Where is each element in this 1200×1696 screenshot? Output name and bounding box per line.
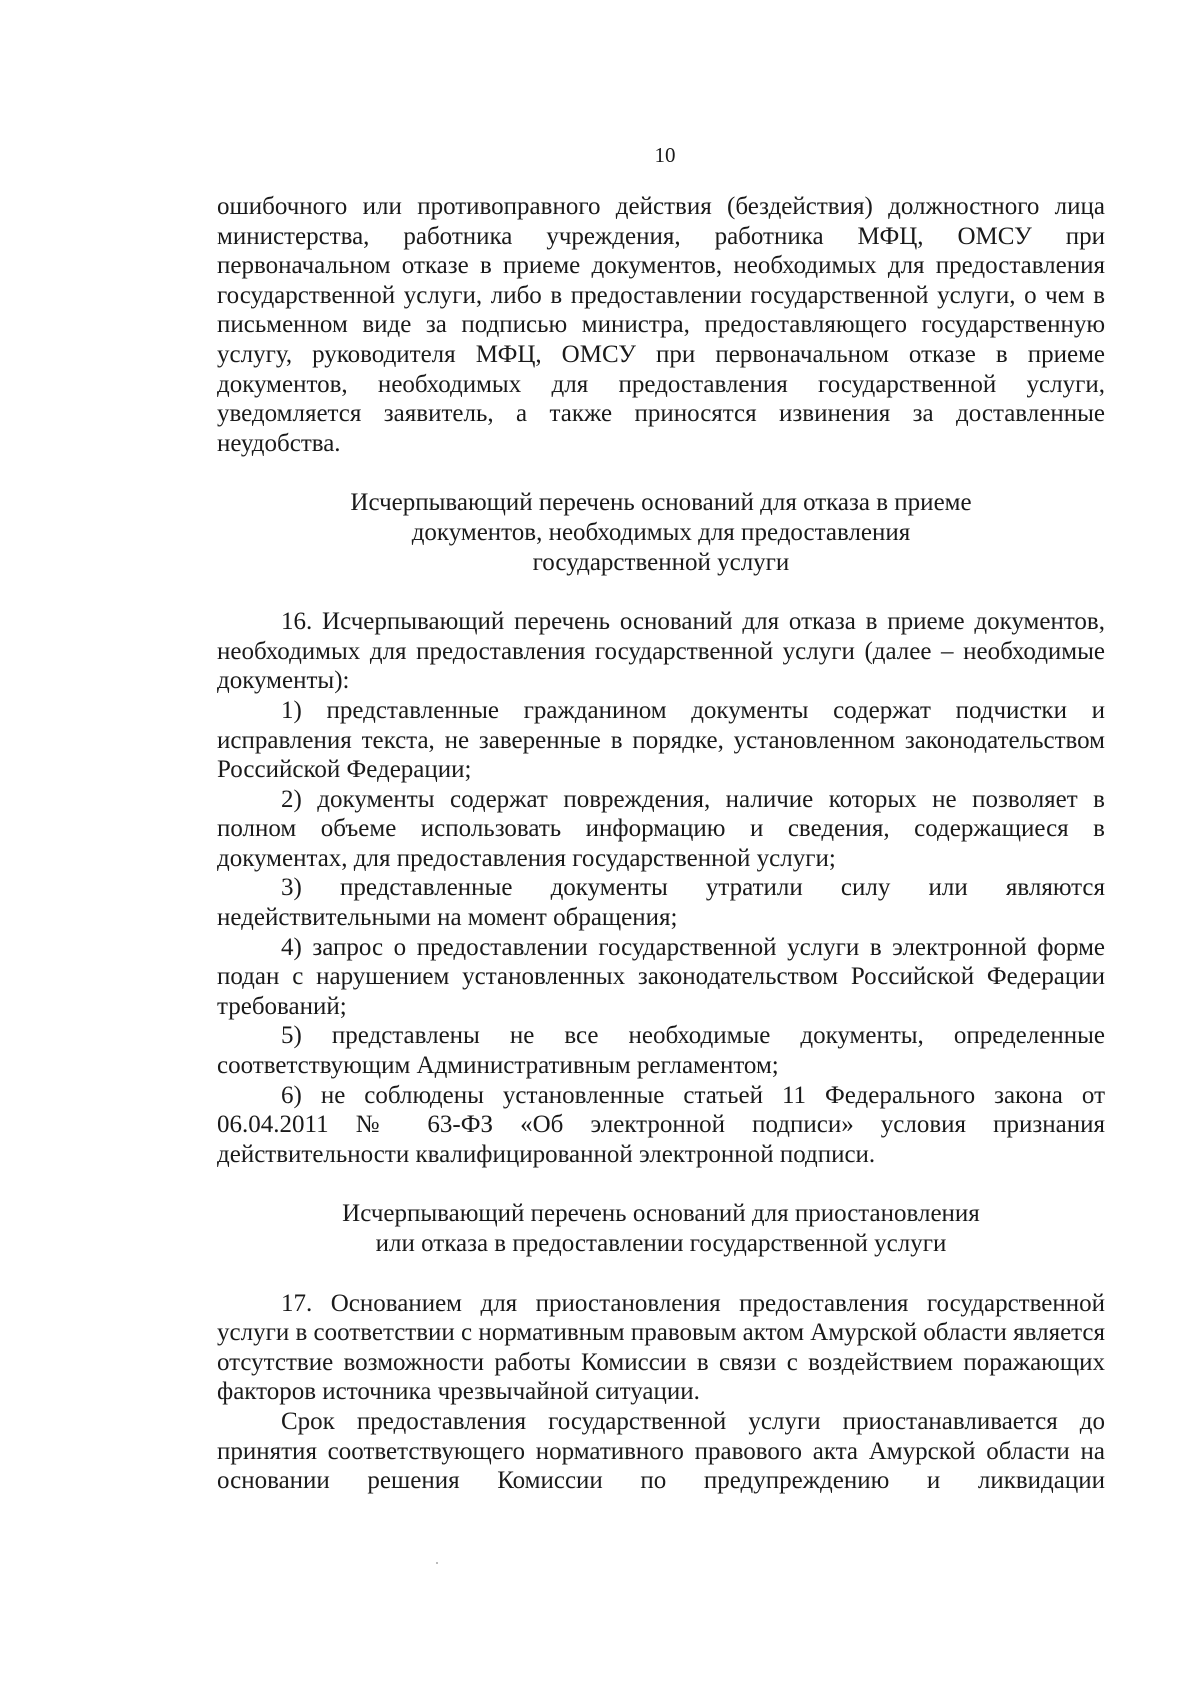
list-item: 4) запрос о предоставлении государственной услуги в электронной форме подан с нарушением установленных законодательством Российской Федерации требований;: [217, 933, 1105, 1020]
document-body: [217, 192, 1105, 1496]
spacer: [217, 1169, 1105, 1199]
spacer: [217, 1259, 1105, 1289]
heading-line: Исчерпывающий перечень оснований для отказа в приеме: [350, 489, 972, 517]
paragraph-section-16: 16. Исчерпывающий перечень оснований для отказа в приеме документов, необходимых для предоставления государственной услуги (далее – необходимые документы):: [217, 608, 1105, 695]
heading-line: документов, необходимых для предоставления: [411, 518, 911, 546]
page-number: 10: [654, 143, 676, 167]
paragraph-suspension-term: Срок предоставления государственной услуги приостанавливается до принятия соответствующего нормативного правового акта Амурской области на основании решения Комиссии по предупреждению и ликвидации: [217, 1407, 1105, 1495]
list-item: 6) не соблюдены установленные статьей 11 Федерального закона от 06.04.2011 № 63-ФЗ «Об электронной подписи» условия признания действительности квалифицированной электронной подписи.: [217, 1081, 1105, 1168]
spacer: [217, 458, 1105, 488]
heading-line: Исчерпывающий перечень оснований для приостановления: [342, 1200, 980, 1228]
heading-line: или отказа в предоставлении государственной услуги: [375, 1230, 947, 1257]
heading-line: государственной услуги: [532, 548, 790, 576]
list-item: 5) представлены не все необходимые документы, определенные соответствующим Административным регламентом;: [217, 1022, 1105, 1080]
scan-artifact: [436, 1562, 438, 1564]
spacer: [217, 577, 1105, 607]
list-item: 3) представленные документы утратили силу или являются недействительными на момент обращения;: [217, 874, 1105, 932]
list-item: 2) документы содержат повреждения, наличие которых не позволяет в полном объеме использовать информацию и сведения, содержащиеся в документах, для предоставления государственной услуги;: [217, 785, 1105, 872]
paragraph-intro: ошибочного или противоправного действия (бездействия) должностного лица министерства, работника учреждения, работника МФЦ, ОМСУ при первоначальном отказе в приеме документов, необходимых для предоставления государственной услуги, либо в предоставлении государственной услуги, о чем в письменном виде за подписью министра, предоставляющего государственную услугу, руководителя МФЦ, ОМСУ при первоначальном отказе в приеме документов, необходимых для предоставления государственной услуги, уведомляется заявитель, а также приносятся извинения за доставленные неудобства.: [217, 193, 1105, 457]
paragraph-section-17: 17. Основанием для приостановления предоставления государственной услуги в соответствии с нормативным правовым актом Амурской области является отсутствие возможности работы Комиссии в связи с воздействием поражающих факторов источника чрезвычайной ситуации.: [217, 1289, 1105, 1406]
section-heading-refusal-documents: [217, 488, 1105, 577]
section-heading-suspension: [217, 1199, 1105, 1258]
list-item: 1) представленные гражданином документы содержат подчистки и исправления текста, не заверенные в порядке, установленном законодательством Российской Федерации;: [217, 696, 1105, 784]
